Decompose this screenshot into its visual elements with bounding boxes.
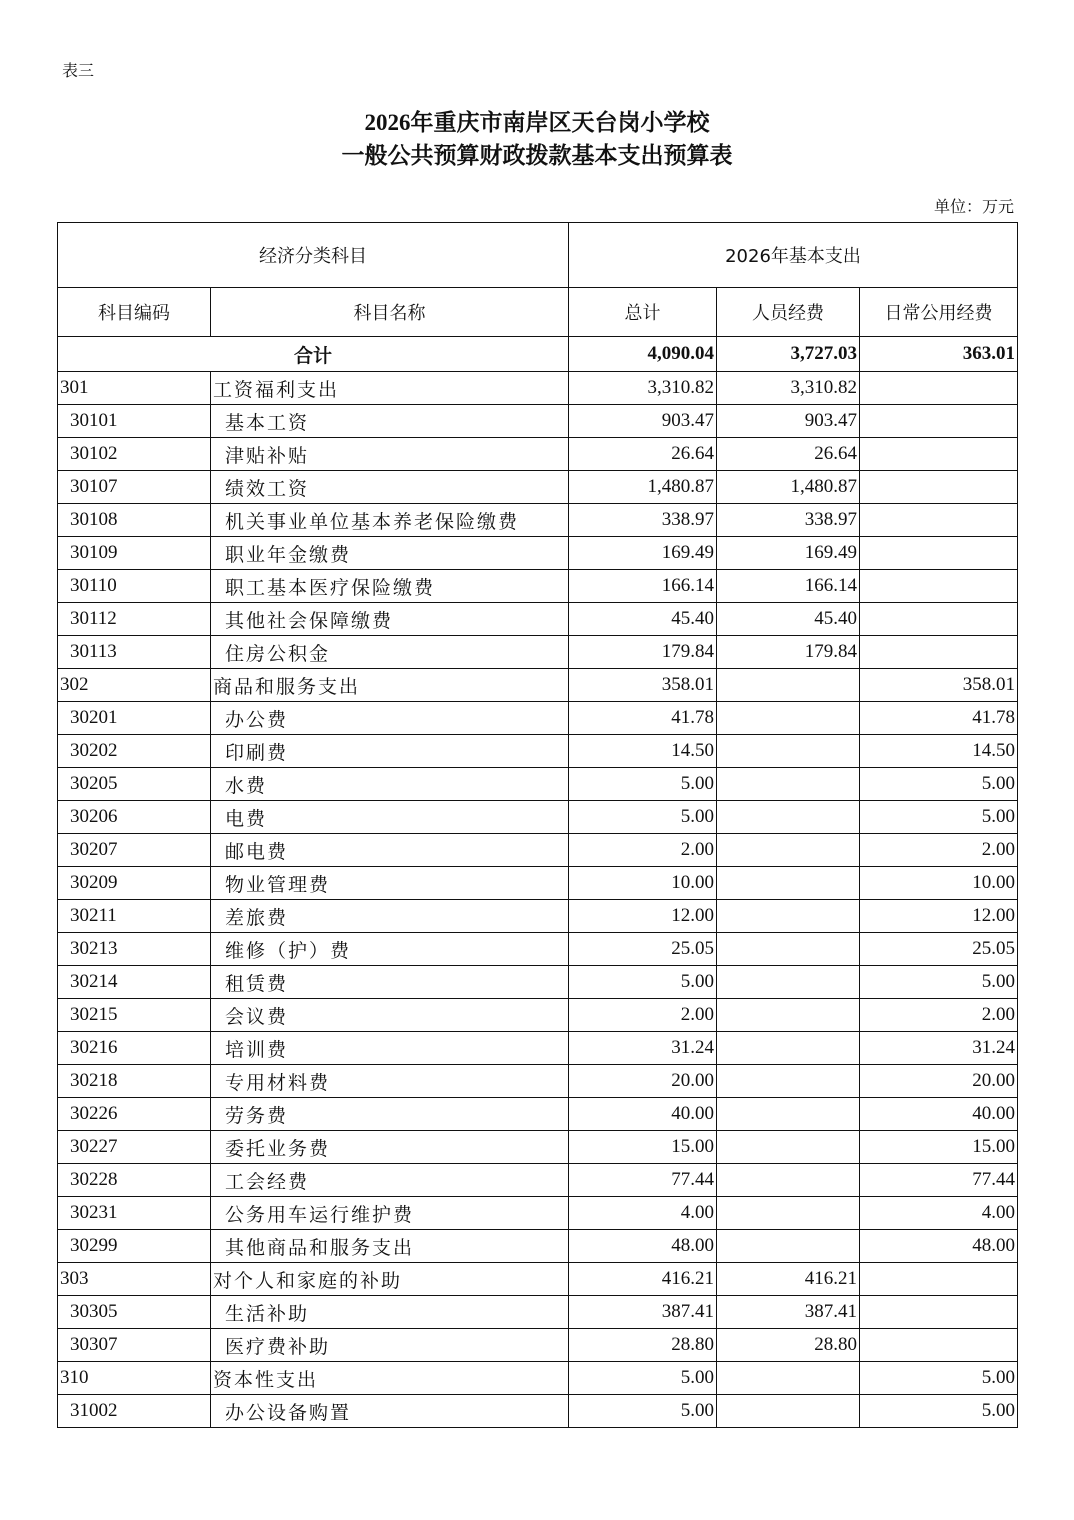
row-public: 15.00 — [860, 1131, 1018, 1164]
row-public — [860, 504, 1018, 537]
document-title-line1: 2026年重庆市南岸区天台岗小学校 — [364, 110, 710, 135]
row-total: 338.97 — [569, 504, 717, 537]
row-code: 30211 — [58, 900, 211, 933]
row-code: 30213 — [58, 933, 211, 966]
row-name: 水费 — [211, 768, 569, 801]
row-personnel — [717, 1032, 860, 1065]
row-public — [860, 1296, 1018, 1329]
row-personnel — [717, 867, 860, 900]
row-name: 专用材料费 — [211, 1065, 569, 1098]
row-public: 5.00 — [860, 768, 1018, 801]
row-total: 5.00 — [569, 1362, 717, 1395]
row-code: 30307 — [58, 1329, 211, 1362]
row-personnel — [717, 801, 860, 834]
row-code: 302 — [58, 669, 211, 702]
row-personnel: 903.47 — [717, 405, 860, 438]
table-row — [58, 801, 1018, 834]
row-public: 31.24 — [860, 1032, 1018, 1065]
row-code: 303 — [58, 1263, 211, 1296]
row-name: 生活补助 — [211, 1296, 569, 1329]
row-total: 12.00 — [569, 900, 717, 933]
row-name: 会议费 — [211, 999, 569, 1032]
row-public: 2.00 — [860, 999, 1018, 1032]
row-personnel: 3,310.82 — [717, 372, 860, 405]
table-row — [58, 537, 1018, 570]
row-personnel — [717, 933, 860, 966]
row-personnel — [717, 1131, 860, 1164]
row-name: 绩效工资 — [211, 471, 569, 504]
table-row — [58, 372, 1018, 405]
table-row — [58, 1098, 1018, 1131]
table-number-label: 表三 — [62, 63, 95, 80]
budget-table — [57, 222, 1018, 1428]
table-row — [58, 1395, 1018, 1428]
row-name: 职业年金缴费 — [211, 537, 569, 570]
row-name: 委托业务费 — [211, 1131, 569, 1164]
row-name: 其他社会保障缴费 — [211, 603, 569, 636]
row-personnel: 45.40 — [717, 603, 860, 636]
row-total: 387.41 — [569, 1296, 717, 1329]
row-total: 31.24 — [569, 1032, 717, 1065]
row-public: 41.78 — [860, 702, 1018, 735]
col-header-code: 科目编码 — [58, 288, 211, 337]
row-name: 其他商品和服务支出 — [211, 1230, 569, 1263]
row-code: 30214 — [58, 966, 211, 999]
row-name: 基本工资 — [211, 405, 569, 438]
row-personnel: 387.41 — [717, 1296, 860, 1329]
row-code: 30112 — [58, 603, 211, 636]
document-title-line2: 一般公共预算财政拨款基本支出预算表 — [341, 143, 733, 168]
row-public: 77.44 — [860, 1164, 1018, 1197]
row-personnel — [717, 1164, 860, 1197]
table-row — [58, 933, 1018, 966]
row-personnel — [717, 735, 860, 768]
row-total: 40.00 — [569, 1098, 717, 1131]
group-header-basic-expenditure: 2026年基本支出 — [569, 223, 1018, 288]
row-code: 30102 — [58, 438, 211, 471]
row-personnel — [717, 999, 860, 1032]
row-name: 劳务费 — [211, 1098, 569, 1131]
col-header-personnel: 人员经费 — [717, 288, 860, 337]
row-public — [860, 438, 1018, 471]
group-header-row — [58, 223, 1018, 288]
row-name: 工资福利支出 — [211, 372, 569, 405]
row-personnel — [717, 768, 860, 801]
row-personnel: 28.80 — [717, 1329, 860, 1362]
row-public — [860, 1263, 1018, 1296]
row-code: 30206 — [58, 801, 211, 834]
row-total: 28.80 — [569, 1329, 717, 1362]
row-code: 30226 — [58, 1098, 211, 1131]
col-header-name: 科目名称 — [211, 288, 569, 337]
table-row — [58, 1230, 1018, 1263]
col-header-total: 总计 — [569, 288, 717, 337]
row-total: 5.00 — [569, 966, 717, 999]
row-name: 电费 — [211, 801, 569, 834]
table-row — [58, 1296, 1018, 1329]
row-total: 3,310.82 — [569, 372, 717, 405]
row-code: 30109 — [58, 537, 211, 570]
row-total: 5.00 — [569, 768, 717, 801]
row-public — [860, 636, 1018, 669]
row-code: 30110 — [58, 570, 211, 603]
row-personnel — [717, 1362, 860, 1395]
row-total: 5.00 — [569, 801, 717, 834]
table-row — [58, 702, 1018, 735]
row-name: 物业管理费 — [211, 867, 569, 900]
group-header-classification: 经济分类科目 — [58, 223, 569, 288]
row-name: 津贴补贴 — [211, 438, 569, 471]
row-personnel — [717, 1065, 860, 1098]
row-total: 2.00 — [569, 999, 717, 1032]
row-public: 14.50 — [860, 735, 1018, 768]
row-total: 166.14 — [569, 570, 717, 603]
row-code: 301 — [58, 372, 211, 405]
row-code: 30216 — [58, 1032, 211, 1065]
table-row — [58, 636, 1018, 669]
row-public: 4.00 — [860, 1197, 1018, 1230]
row-personnel — [717, 1230, 860, 1263]
row-name: 住房公积金 — [211, 636, 569, 669]
table-row — [58, 570, 1018, 603]
row-name: 办公设备购置 — [211, 1395, 569, 1428]
table-row — [58, 1197, 1018, 1230]
row-code: 30207 — [58, 834, 211, 867]
row-total: 4.00 — [569, 1197, 717, 1230]
row-name: 培训费 — [211, 1032, 569, 1065]
row-total: 48.00 — [569, 1230, 717, 1263]
row-name: 租赁费 — [211, 966, 569, 999]
table-row — [58, 669, 1018, 702]
row-total: 45.40 — [569, 603, 717, 636]
row-personnel: 1,480.87 — [717, 471, 860, 504]
row-public — [860, 372, 1018, 405]
row-personnel: 338.97 — [717, 504, 860, 537]
row-code: 30205 — [58, 768, 211, 801]
row-name: 医疗费补助 — [211, 1329, 569, 1362]
row-total: 15.00 — [569, 1131, 717, 1164]
row-public: 10.00 — [860, 867, 1018, 900]
row-public: 40.00 — [860, 1098, 1018, 1131]
row-code: 30108 — [58, 504, 211, 537]
row-public: 5.00 — [860, 801, 1018, 834]
row-code: 31002 — [58, 1395, 211, 1428]
row-personnel — [717, 1197, 860, 1230]
row-personnel — [717, 702, 860, 735]
row-name: 差旅费 — [211, 900, 569, 933]
row-total: 41.78 — [569, 702, 717, 735]
row-code: 30113 — [58, 636, 211, 669]
row-public: 5.00 — [860, 966, 1018, 999]
total-row — [58, 337, 1018, 372]
table-row — [58, 900, 1018, 933]
row-code: 30227 — [58, 1131, 211, 1164]
row-public — [860, 405, 1018, 438]
total-total: 4,090.04 — [569, 337, 717, 372]
row-public: 358.01 — [860, 669, 1018, 702]
row-name: 职工基本医疗保险缴费 — [211, 570, 569, 603]
total-public: 363.01 — [860, 337, 1018, 372]
row-total: 5.00 — [569, 1395, 717, 1428]
table-row — [58, 1032, 1018, 1065]
row-personnel: 179.84 — [717, 636, 860, 669]
table-row — [58, 834, 1018, 867]
table-row — [58, 504, 1018, 537]
table-row — [58, 768, 1018, 801]
row-total: 77.44 — [569, 1164, 717, 1197]
column-header-row — [58, 288, 1018, 337]
table-row — [58, 1362, 1018, 1395]
row-total: 903.47 — [569, 405, 717, 438]
row-personnel — [717, 900, 860, 933]
table-row — [58, 1065, 1018, 1098]
row-personnel: 26.64 — [717, 438, 860, 471]
table-row — [58, 735, 1018, 768]
table-row — [58, 999, 1018, 1032]
row-public: 5.00 — [860, 1362, 1018, 1395]
table-row — [58, 1164, 1018, 1197]
row-total: 26.64 — [569, 438, 717, 471]
row-name: 办公费 — [211, 702, 569, 735]
row-code: 30215 — [58, 999, 211, 1032]
row-name: 邮电费 — [211, 834, 569, 867]
row-name: 维修（护）费 — [211, 933, 569, 966]
unit-label: 单位：万元 — [933, 199, 1014, 216]
row-total: 20.00 — [569, 1065, 717, 1098]
row-personnel: 169.49 — [717, 537, 860, 570]
row-public: 5.00 — [860, 1395, 1018, 1428]
table-row — [58, 966, 1018, 999]
table-row — [58, 867, 1018, 900]
row-name: 工会经费 — [211, 1164, 569, 1197]
table-row — [58, 471, 1018, 504]
row-personnel — [717, 966, 860, 999]
row-public: 2.00 — [860, 834, 1018, 867]
row-public: 12.00 — [860, 900, 1018, 933]
row-public — [860, 1329, 1018, 1362]
row-code: 30228 — [58, 1164, 211, 1197]
row-total: 14.50 — [569, 735, 717, 768]
table-row — [58, 603, 1018, 636]
row-public — [860, 603, 1018, 636]
row-total: 25.05 — [569, 933, 717, 966]
row-name: 公务用车运行维护费 — [211, 1197, 569, 1230]
table-row — [58, 405, 1018, 438]
row-name: 对个人和家庭的补助 — [211, 1263, 569, 1296]
row-code: 30202 — [58, 735, 211, 768]
row-name: 印刷费 — [211, 735, 569, 768]
row-personnel — [717, 669, 860, 702]
row-public — [860, 471, 1018, 504]
row-code: 30201 — [58, 702, 211, 735]
total-personnel: 3,727.03 — [717, 337, 860, 372]
row-personnel — [717, 834, 860, 867]
row-personnel: 416.21 — [717, 1263, 860, 1296]
row-personnel — [717, 1395, 860, 1428]
table-row — [58, 1329, 1018, 1362]
row-personnel — [717, 1098, 860, 1131]
row-total: 2.00 — [569, 834, 717, 867]
table-row — [58, 438, 1018, 471]
col-header-public: 日常公用经费 — [860, 288, 1018, 337]
row-total: 179.84 — [569, 636, 717, 669]
row-personnel: 166.14 — [717, 570, 860, 603]
row-code: 30101 — [58, 405, 211, 438]
row-public — [860, 537, 1018, 570]
row-public: 48.00 — [860, 1230, 1018, 1263]
row-code: 30107 — [58, 471, 211, 504]
row-total: 1,480.87 — [569, 471, 717, 504]
row-code: 30218 — [58, 1065, 211, 1098]
row-code: 30231 — [58, 1197, 211, 1230]
row-public — [860, 570, 1018, 603]
total-label: 合计 — [58, 337, 569, 372]
table-row — [58, 1263, 1018, 1296]
row-name: 机关事业单位基本养老保险缴费 — [211, 504, 569, 537]
row-code: 310 — [58, 1362, 211, 1395]
row-code: 30299 — [58, 1230, 211, 1263]
row-name: 资本性支出 — [211, 1362, 569, 1395]
row-total: 10.00 — [569, 867, 717, 900]
row-public: 25.05 — [860, 933, 1018, 966]
row-total: 169.49 — [569, 537, 717, 570]
table-row — [58, 1131, 1018, 1164]
row-code: 30305 — [58, 1296, 211, 1329]
row-total: 416.21 — [569, 1263, 717, 1296]
row-name: 商品和服务支出 — [211, 669, 569, 702]
row-public: 20.00 — [860, 1065, 1018, 1098]
row-total: 358.01 — [569, 669, 717, 702]
row-code: 30209 — [58, 867, 211, 900]
